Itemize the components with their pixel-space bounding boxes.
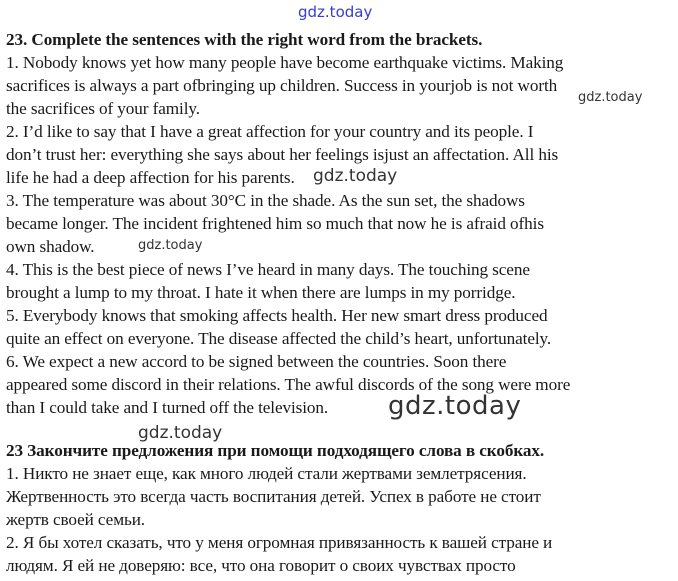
text-line: Жертвенность это всегда часть воспитания детей. Успех в работе не стоит — [6, 487, 541, 506]
text-line: людям. Я ей не доверяю: все, что она говорит о своих чувствах просто — [6, 556, 516, 575]
text-line: 4. This is the best piece of news I’ve heard in many days. The touching scene — [6, 260, 530, 279]
text-line: appeared some discord in their relations. The awful discords of the song were more — [6, 375, 571, 394]
text-line: sacrifices is always a part ofbringing up children. Success in yourjob is not worth — [6, 76, 558, 95]
text-line: than I could take and I turned off the television. — [6, 398, 329, 417]
watermark: gdz.today — [313, 166, 398, 186]
text-line: brought a lump to my throat. I hate it when there are lumps in my porridge. — [6, 283, 516, 302]
watermark: gdz.today — [388, 391, 522, 421]
text-line: 2. I’d like to say that I have a great affection for your country and its people. I — [6, 122, 534, 141]
text-line: 6. We expect a new accord to be signed between the countries. Soon there — [6, 352, 507, 371]
exercise-title-en: 23. Complete the sentences with the right word from the brackets. — [6, 30, 483, 49]
text-line: жертв своей семьи. — [6, 510, 145, 529]
exercise-title-ru: 23 Закончите предложения при помощи подходящего слова в скобках. — [6, 441, 545, 460]
text-line: own shadow. — [6, 237, 95, 256]
text-line: quite an effect on everyone. The disease affected the child’s heart, unfortunately. — [6, 329, 552, 348]
text-line: 2. Я бы хотел сказать, что у меня огромная привязанность к вашей стране и — [6, 533, 553, 552]
watermark-top: gdz.today — [298, 3, 373, 21]
text-line: became longer. The incident frightened him so much that now he is afraid ofhis — [6, 214, 544, 233]
text-line: the sacrifices of your family. — [6, 99, 200, 118]
text-line: 1. Никто не знает еще, как много людей стали жертвами землетрясения. — [6, 464, 527, 483]
watermark: gdz.today — [138, 238, 203, 253]
watermark: gdz.today — [578, 90, 643, 105]
text-line: 5. Everybody knows that smoking affects health. Her new smart dress produced — [6, 306, 548, 325]
watermark: gdz.today — [138, 423, 223, 443]
text-line: 1. Nobody knows yet how many people have become earthquake victims. Making — [6, 53, 564, 72]
text-line: don’t trust her: everything she says about her feelings isjust an affectation. All his — [6, 145, 559, 164]
text-line: 3. The temperature was about 30°C in the shade. As the sun set, the shadows — [6, 191, 525, 210]
text-line: life he had a deep affection for his parents. — [6, 168, 295, 187]
